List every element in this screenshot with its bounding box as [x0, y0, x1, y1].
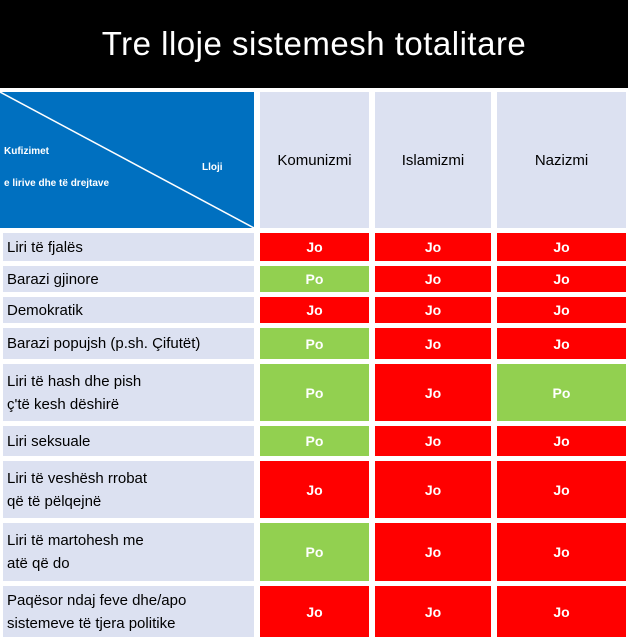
value-cell: Jo: [497, 266, 626, 292]
row-label-line: Barazi popujsh (p.sh. Çifutët): [7, 335, 201, 352]
value-cell: Jo: [375, 461, 491, 518]
row-label-line: Liri seksuale: [7, 432, 91, 450]
row-label: [3, 266, 254, 292]
column-header: Islamizmi: [375, 92, 491, 228]
row-label-line: që të pëlqejnë: [7, 492, 102, 510]
comparison-table: [0, 88, 628, 640]
value-cell: Po: [260, 328, 369, 359]
value-cell: Jo: [497, 233, 626, 261]
corner-diagonal: [0, 92, 254, 228]
row-label-line: Barazi gjinore: [7, 270, 99, 288]
value-cell: Jo: [375, 586, 491, 637]
row-label: [3, 297, 254, 323]
row-label-line: Demokratik: [7, 301, 83, 319]
value-cell: Jo: [260, 461, 369, 518]
value-cell: Jo: [375, 233, 491, 261]
corner-label-restrictions: Kufizimet: [4, 146, 49, 157]
value-cell: Po: [260, 426, 369, 456]
row-label-text: [7, 467, 147, 513]
value-cell: Jo: [260, 233, 369, 261]
row-label: [3, 586, 254, 637]
row-label: [3, 426, 254, 456]
value-cell: Jo: [375, 266, 491, 292]
row-label-text: [7, 370, 141, 416]
page-title: Tre lloje sistemesh totalitare: [0, 0, 628, 88]
column-header: Komunizmi: [260, 92, 369, 228]
row-label-line: ç'të kesh dëshirë: [7, 395, 120, 413]
row-label-line: Liri të veshësh rrobat: [7, 469, 148, 487]
row-label-line: Liri të fjalës: [7, 238, 83, 256]
row-label-text: [7, 529, 144, 575]
value-cell: Jo: [375, 328, 491, 359]
row-label: [3, 461, 254, 518]
value-cell: Po: [260, 364, 369, 421]
row-label: [3, 328, 254, 359]
row-label-line: Liri të martohesh me: [7, 532, 144, 549]
row-label-line: Liri të hash dhe pish: [7, 372, 142, 390]
value-cell: Jo: [497, 586, 626, 637]
row-label: [3, 523, 254, 581]
row-label-line: Paqësor ndaj feve dhe/apo: [7, 591, 187, 609]
value-cell: Jo: [497, 328, 626, 359]
row-label-text: [7, 268, 99, 291]
value-cell: Jo: [375, 364, 491, 421]
value-cell: Jo: [260, 297, 369, 323]
row-label-text: [7, 332, 200, 355]
row-label-line: sistemeve të tjera politike: [7, 614, 176, 632]
value-cell: Po: [260, 523, 369, 581]
value-cell: Jo: [497, 461, 626, 518]
table-corner-header: [0, 92, 254, 228]
value-cell: Jo: [497, 297, 626, 323]
value-cell: Po: [260, 266, 369, 292]
value-cell: Jo: [375, 426, 491, 456]
value-cell: Jo: [260, 586, 369, 637]
row-label: [3, 364, 254, 421]
row-label-text: [7, 236, 83, 259]
value-cell: Jo: [497, 523, 626, 581]
row-label: [3, 233, 254, 261]
row-label-text: [7, 299, 83, 322]
row-label-text: [7, 430, 90, 453]
value-cell: Jo: [375, 297, 491, 323]
row-label-line: atë që do: [7, 555, 70, 572]
corner-label-type: Lloji: [202, 162, 223, 173]
value-cell: Po: [497, 364, 626, 421]
corner-label-rights: e lirive dhe të drejtave: [4, 178, 110, 189]
value-cell: Jo: [497, 426, 626, 456]
column-header: Nazizmi: [497, 92, 626, 228]
value-cell: Jo: [375, 523, 491, 581]
row-label-text: [7, 589, 186, 635]
